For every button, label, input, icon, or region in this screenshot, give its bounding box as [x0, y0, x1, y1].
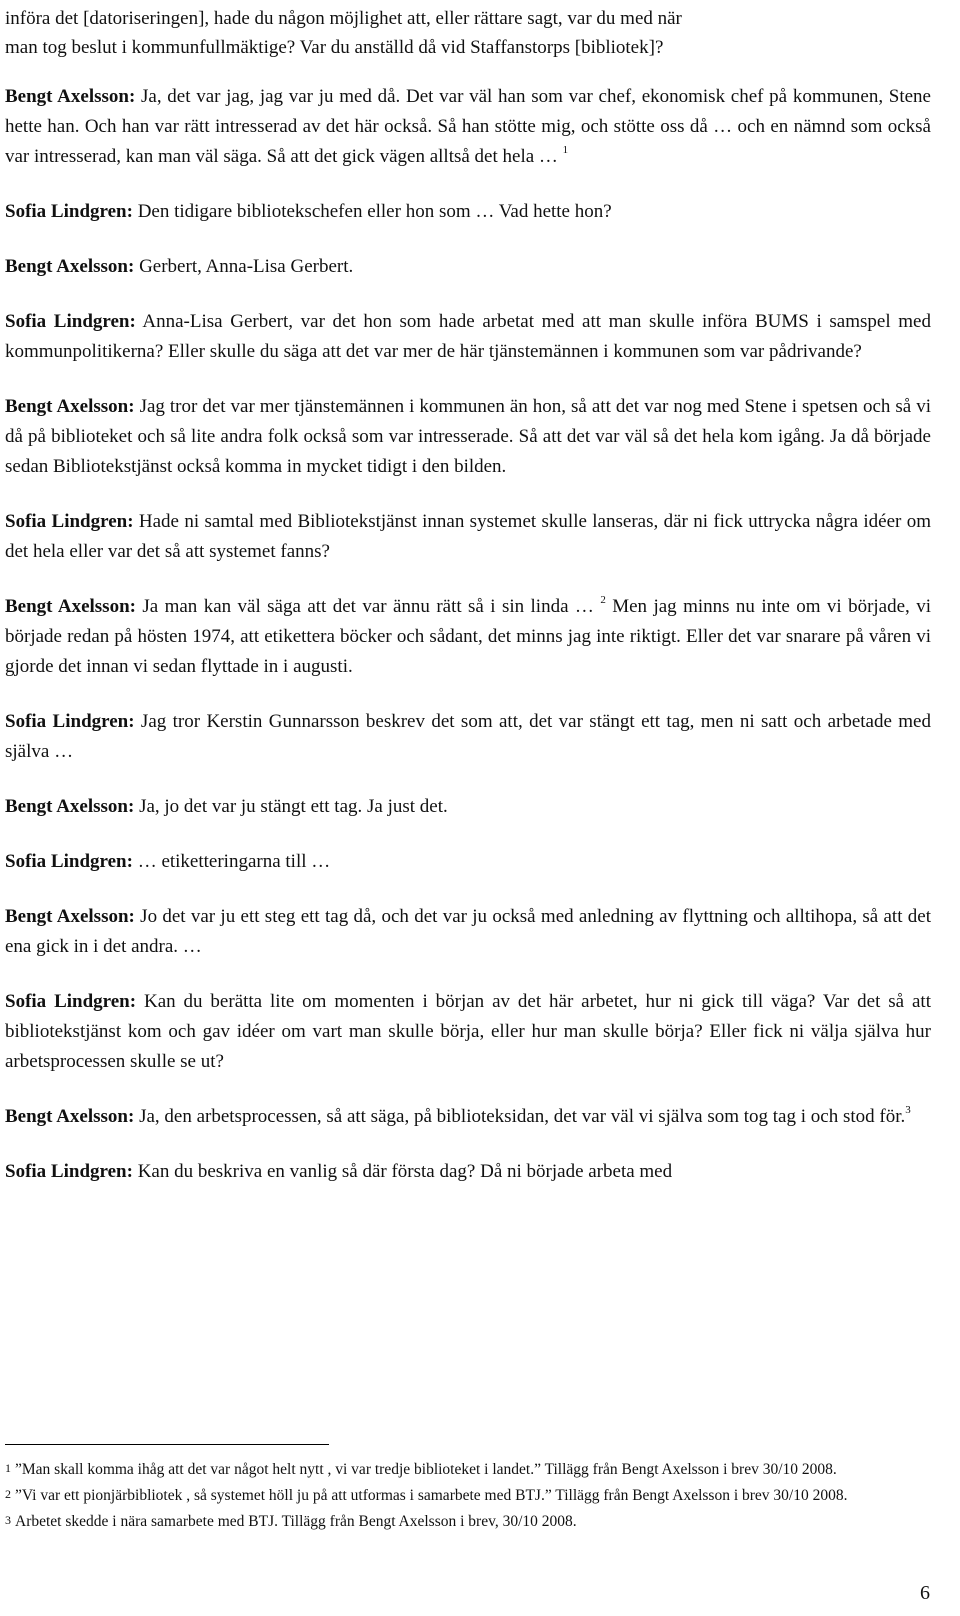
- speech-text: Hade ni samtal med Bibliotekstjänst innan systemet skulle lanseras, där ni fick uttrycka några idéer om det hela eller var det så att systemet fanns?: [5, 511, 931, 562]
- paragraph-gap: [5, 227, 931, 252]
- speaker-name: Bengt Axelsson:: [5, 396, 135, 417]
- speaker-name: Bengt Axelsson:: [5, 796, 135, 817]
- speaker-name: Sofia Lindgren:: [5, 201, 133, 222]
- footnote-marker: 2: [600, 594, 606, 606]
- speech-text: Jag tror Kerstin Gunnarsson beskrev det som att, det var stängt ett tag, men ni satt och arbetade med själva …: [5, 711, 931, 762]
- speaker-name: Bengt Axelsson:: [5, 86, 136, 107]
- speech-text: Jag tror det var mer tjänstemännen i kommunen än hon, så att det var nog med Stene i spetsen och så vi då på biblioteket och så lite andra folk också som var intresserade. Så att det var väl så det hela kom igång. Ja då började sedan Bibliotekstjänst också komma in mycket tidigt i den bilden.: [5, 396, 931, 477]
- paragraph-gap: [5, 1132, 931, 1157]
- footnote: [5, 1510, 931, 1532]
- transcript-entry: [5, 987, 931, 1077]
- paragraph-gap: [5, 682, 931, 707]
- paragraph-gap: [5, 1077, 931, 1102]
- footnote-text: ”Man skall komma ihåg att det var något helt nytt , vi var tredje biblioteket i landet.” Tillägg från Bengt Axelsson i brev 30/10 2008.: [15, 1461, 837, 1478]
- continued-text-line: införa det [datoriseringen], hade du någon möjlighet att, eller rättare sagt, var du med när: [5, 8, 682, 29]
- footnote-text: ”Vi var ett pionjärbibliotek , så systemet höll ju på att utformas i samarbete med BTJ.” Tillägg från Bengt Axelsson i brev 30/10 2008.: [15, 1487, 848, 1504]
- speech-text: … etiketteringarna till …: [132, 851, 331, 872]
- transcript-entry: [5, 902, 931, 962]
- speech-text: Ja, det var jag, jag var ju med då. Det var väl han som var chef, ekonomisk chef på kommunen, Stene hette han. Och han var rätt intresserad av det här också. Så han stötte mig, och stötte oss då … och en nämnd som också var intresserad, kan man väl säga. Så att det gick vägen alltså det hela …: [5, 86, 931, 167]
- paragraph-gap: [5, 482, 931, 507]
- speaker-name: Sofia Lindgren:: [5, 991, 137, 1012]
- footnotes: [5, 1458, 931, 1536]
- speech-text-continued: Men jag minns nu inte om vi började, vi började redan på hösten 1974, att etikettera böcker och sådant, det minns jag inte riktigt. Eller det var snarare på våren vi gjorde det innan vi sedan flyttade in i augusti.: [5, 596, 931, 677]
- speech-text: Gerbert, Anna-Lisa Gerbert.: [134, 256, 354, 277]
- speaker-name: Bengt Axelsson:: [5, 256, 135, 277]
- speaker-name: Sofia Lindgren:: [5, 1161, 133, 1182]
- paragraph-gap: [5, 282, 931, 307]
- footnote-number: 2: [5, 1487, 11, 1501]
- speaker-name: Sofia Lindgren:: [5, 851, 133, 872]
- speaker-name: Bengt Axelsson:: [5, 1106, 135, 1127]
- paragraph-gap: [5, 767, 931, 792]
- transcript-entry: [5, 592, 931, 682]
- footnote-marker: 3: [905, 1104, 911, 1116]
- paragraph-gap: [5, 822, 931, 847]
- speaker-name: Bengt Axelsson:: [5, 906, 135, 927]
- transcript-entry: [5, 847, 931, 877]
- footnote-separator: [5, 1444, 329, 1445]
- speech-text: Den tidigare bibliotekschefen eller hon som … Vad hette hon?: [132, 201, 612, 222]
- speaker-name: Sofia Lindgren:: [5, 311, 136, 332]
- paragraph-gap: [5, 367, 931, 392]
- transcript-entry: [5, 507, 931, 567]
- transcript-entry: [5, 197, 931, 227]
- transcript-entry: [5, 252, 931, 282]
- speech-text: Anna-Lisa Gerbert, var det hon som hade arbetat med att man skulle införa BUMS i samspel med kommunpolitikerna? Eller skulle du säga att det var mer de här tjänstemännen i kommunen som var pådrivande?: [5, 311, 931, 362]
- paragraph-gap: [5, 962, 931, 987]
- speech-text: Ja, den arbetsprocessen, så att säga, på biblioteksidan, det var väl vi själva som tog tag i och stod för.: [134, 1106, 906, 1127]
- footnote-marker: 1: [562, 144, 569, 156]
- speech-text: Jo det var ju ett steg ett tag då, och det var ju också med anledning av flyttning och alltihopa, så att det ena gick in i det andra. …: [5, 906, 931, 957]
- paragraph-gap: [5, 172, 931, 197]
- paragraph-gap: [5, 567, 931, 592]
- speaker-name: Bengt Axelsson:: [5, 596, 136, 617]
- transcript-entry: [5, 392, 931, 482]
- continued-text-line: man tog beslut i kommunfullmäktige? Var du anställd då vid Staffanstorps [bibliotek]?: [5, 37, 664, 58]
- transcript-entry: [5, 82, 931, 172]
- footnote: [5, 1484, 931, 1506]
- page-number: 6: [920, 1582, 930, 1604]
- footnote-number: 3: [5, 1513, 11, 1527]
- transcript: [5, 82, 931, 1187]
- transcript-entry: [5, 307, 931, 367]
- transcript-entry: [5, 792, 931, 822]
- paragraph-gap: [5, 877, 931, 902]
- speech-text: Kan du berätta lite om momenten i början av det här arbetet, hur ni gick till väga? Var det så att bibliotekstjänst kom och gav idéer om vart man skulle börja, eller hur man skulle börja? Eller fick ni välja själva hur arbetsprocessen skulle se ut?: [5, 991, 931, 1072]
- footnote-number: 1: [5, 1461, 11, 1475]
- footnote: [5, 1458, 931, 1480]
- transcript-entry: [5, 707, 931, 767]
- speech-text: Kan du beskriva en vanlig så där första dag? Då ni började arbeta med: [132, 1161, 673, 1182]
- transcript-entry: [5, 1157, 931, 1187]
- document-page: [5, 4, 931, 1187]
- footnote-text: Arbetet skedde i nära samarbete med BTJ. Tillägg från Bengt Axelsson i brev, 30/10 2008.: [15, 1513, 577, 1530]
- speech-text: Ja man kan väl säga att det var ännu rätt så i sin linda …: [135, 596, 601, 617]
- speaker-name: Sofia Lindgren:: [5, 511, 134, 532]
- transcript-entry: [5, 1102, 931, 1132]
- speech-text: Ja, jo det var ju stängt ett tag. Ja just det.: [134, 796, 448, 817]
- speaker-name: Sofia Lindgren:: [5, 711, 135, 732]
